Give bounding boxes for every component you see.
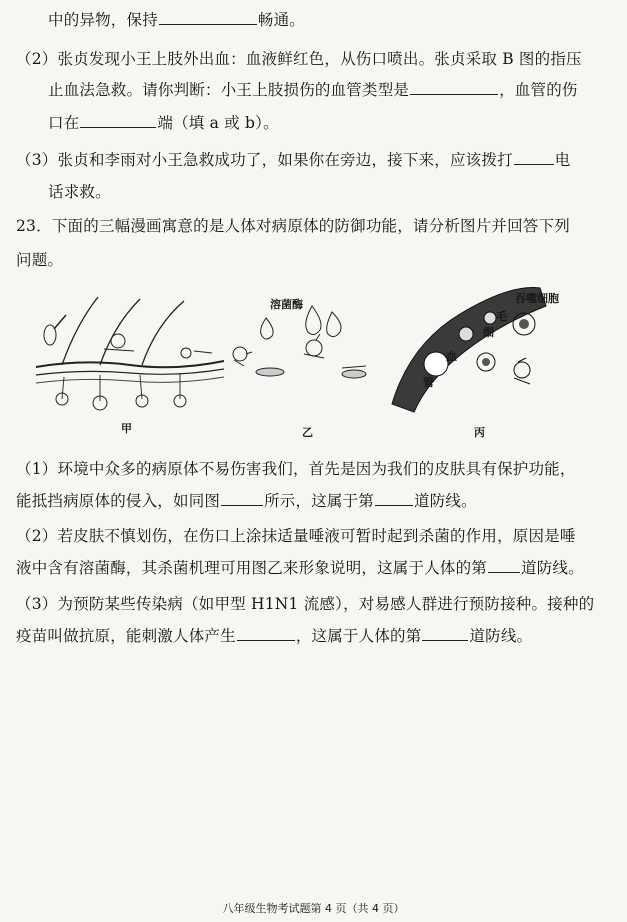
figure-jia-label: 甲 bbox=[121, 422, 132, 435]
answer-blank[interactable] bbox=[514, 150, 554, 165]
q22-part3-line-1: （3）张贞和李雨对小王急救成功了，如果你在旁边，接下来，应该拨打 电 bbox=[16, 151, 571, 169]
figure-jia-skin bbox=[34, 295, 226, 415]
q23-part2-line-2: 液中含有溶菌酶，其杀菌机理可用图乙来形象说明，这属于人体的第 道防线。 bbox=[16, 559, 584, 577]
q22-part2-line-3: 口在 端（填 a 或 b）。 bbox=[48, 114, 279, 132]
answer-blank[interactable] bbox=[237, 626, 295, 641]
q22-part2-line-1: （2）张贞发现小王上肢外出血：血液鲜红色，从伤口喷出。张贞采取 B 图的指压 bbox=[16, 50, 582, 68]
q23-stem-line-2: 问题。 bbox=[16, 251, 64, 269]
figure-yi-label: 乙 bbox=[302, 426, 313, 439]
q23-part1-line-2: 能抵挡病原体的侵入，如同图 所示，这属于第 道防线。 bbox=[16, 492, 477, 510]
q23-part3-line-1: （3）为预防某些传染病（如甲型 H1N1 流感），对易感人群进行预防接种。接种的 bbox=[16, 595, 595, 613]
answer-blank[interactable] bbox=[159, 10, 257, 25]
answer-blank[interactable] bbox=[422, 626, 468, 641]
answer-blank[interactable] bbox=[410, 80, 498, 95]
page-footer: 八年级生物考试题第 4 页（共 4 页） bbox=[222, 902, 405, 915]
vessel-char-mao: 毛 bbox=[496, 310, 507, 323]
q22-part3-line-2: 话求救。 bbox=[48, 183, 111, 201]
enzyme-label: 溶菌酶 bbox=[270, 298, 303, 311]
answer-blank[interactable] bbox=[375, 491, 413, 506]
vessel-char-xue: 血 bbox=[446, 350, 457, 363]
q23-part2-line-1: （2）若皮肤不慎划伤，在伤口上涂抹适量唾液可暂时起到杀菌的作用，原因是唾 bbox=[16, 527, 576, 545]
vessel-char-xi: 细 bbox=[483, 326, 494, 339]
figure-bing-label: 丙 bbox=[474, 426, 485, 439]
q23-part3-line-2: 疫苗叫做抗原，能刺激人体产生 ，这属于人体的第 道防线。 bbox=[16, 627, 533, 645]
phagocyte-label: 吞噬细胞 bbox=[515, 292, 559, 305]
vessel-char-guan: 管 bbox=[423, 376, 434, 389]
q23-stem-line-1: 23．下面的三幅漫画寓意的是人体对病原体的防御功能，请分析图片并回答下列 bbox=[16, 217, 570, 235]
q22-part2-line-2: 止血法急救。请你判断：小王上肢损伤的血管类型是 ，血管的伤 bbox=[48, 81, 578, 99]
q23-part1-line-1: （1）环境中众多的病原体不易伤害我们，首先是因为我们的皮肤具有保护功能， bbox=[16, 460, 576, 478]
answer-blank[interactable] bbox=[80, 113, 156, 128]
q22-line-1: 中的异物，保持 畅通。 bbox=[48, 11, 306, 29]
answer-blank[interactable] bbox=[488, 558, 520, 573]
answer-blank[interactable] bbox=[221, 491, 263, 506]
figure-yi-lysozyme bbox=[226, 292, 386, 402]
